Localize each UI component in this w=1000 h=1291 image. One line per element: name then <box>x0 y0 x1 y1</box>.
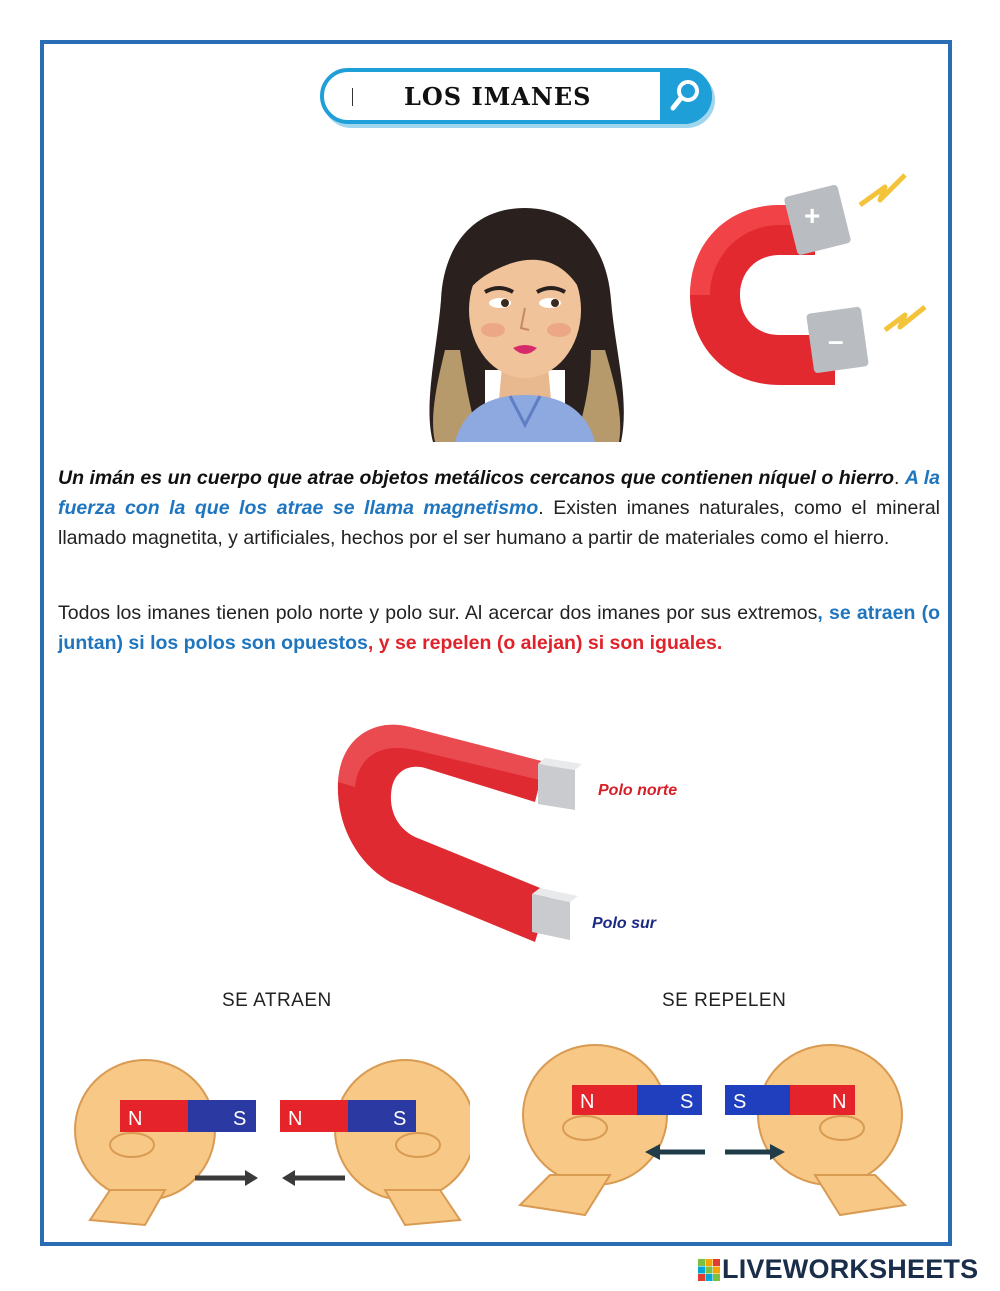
title-search-bar <box>320 68 712 124</box>
attract-illustration <box>70 1050 470 1230</box>
arrow-right-icon <box>195 1170 258 1186</box>
pole-s: S <box>733 1091 747 1113</box>
arrow-left-icon <box>282 1170 345 1186</box>
minus-sign: – <box>828 325 844 356</box>
repel-illustration <box>510 1040 920 1220</box>
repel-caption: SE REPELEN <box>662 990 787 1011</box>
pole-s: S <box>680 1091 694 1113</box>
page-title: LOS IMANES <box>404 82 592 111</box>
pole-n: N <box>128 1108 143 1130</box>
liveworksheets-mark-icon <box>698 1259 720 1281</box>
definition-text: Un imán es un cuerpo que atrae objetos metálicos cercanos que contienen níquel o hierro <box>58 467 895 489</box>
attract-caption: SE ATRAEN <box>222 990 332 1011</box>
plus-sign: + <box>804 200 821 231</box>
pole-n: N <box>832 1091 847 1113</box>
paragraph-text: . Existen imanes naturales, como el mineral llamado magnetita, y artificiales, hechos por el ser humano a partir de materiales como el hierro. <box>58 497 940 549</box>
horseshoe-magnet-diagram <box>300 712 600 952</box>
attract-highlight: , se atraen (o juntan) si los polos son opuestos <box>58 602 941 654</box>
pole-s: S <box>393 1108 407 1130</box>
horseshoe-magnet-icon <box>680 165 940 425</box>
pole-n: N <box>580 1091 595 1113</box>
paragraph-definition <box>58 463 940 553</box>
text-cursor <box>352 88 353 106</box>
teacher-avatar <box>425 200 625 442</box>
paragraph-text: . <box>894 467 905 489</box>
north-pole-label: Polo norte <box>598 782 678 799</box>
brand-name: LIVEWORKSHEETS <box>722 1254 979 1284</box>
magnifier-icon <box>668 77 702 115</box>
south-pole-label: Polo sur <box>592 915 657 932</box>
pole-s: S <box>233 1108 247 1130</box>
magnetism-highlight: A la fuerza con la que los atrae se llama magnetismo <box>58 467 941 519</box>
repel-highlight: , y se repelen (o alejan) si son iguales. <box>367 632 723 654</box>
paragraph-poles <box>58 598 940 658</box>
paragraph-text: Todos los imanes tienen polo norte y polo sur. Al acercar dos imanes por sus extremos <box>58 602 818 624</box>
pole-n: N <box>288 1108 303 1130</box>
